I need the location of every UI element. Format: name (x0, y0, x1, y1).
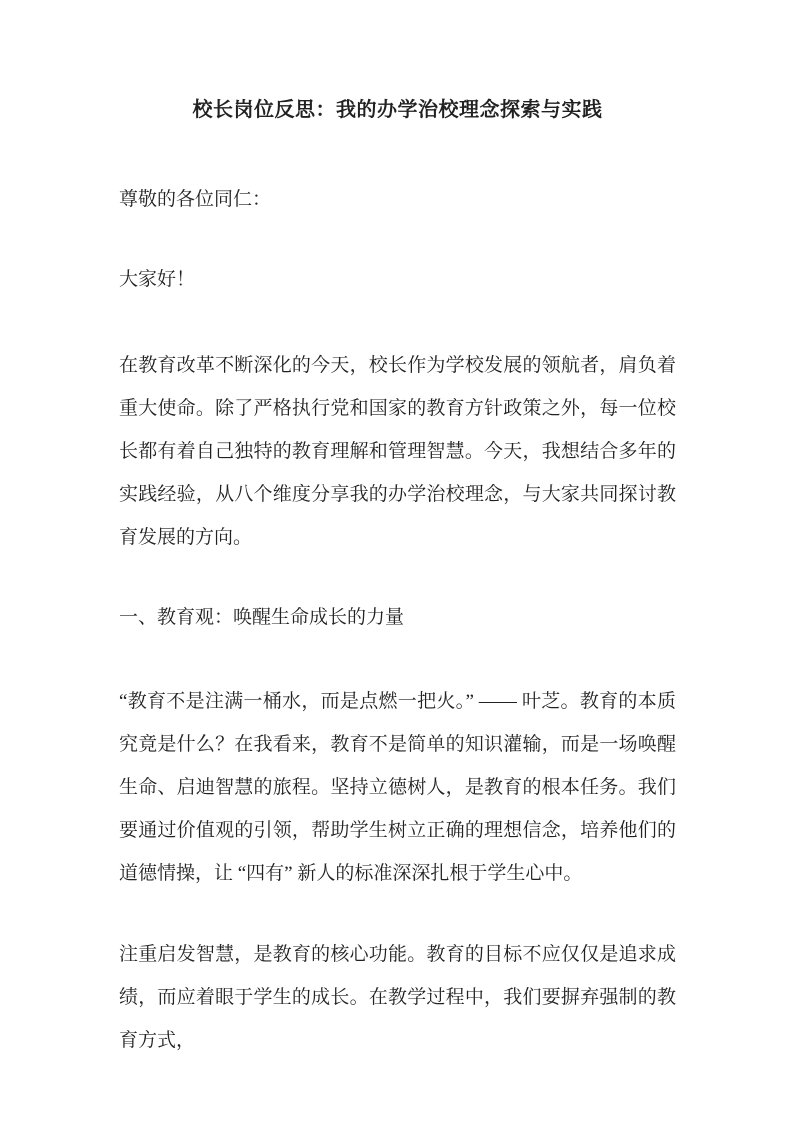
section1-paragraph-essence: “教育不是注满一桶水，而是点燃一把火。” —— 叶芝。教育的本质究竟是什么？在我看来，教育不是简单的知识灌输，而是一场唤醒生命、启迪智慧的旅程。坚持立德树人，是教育的根本任务。我们要通过价值观的引领，帮助学生树立正确的理想信念，培养他们的道德情操，让 “四有” 新人的标准深深扎根于学生心中。 (119, 691, 676, 884)
salutation-line: 尊敬的各位同仁： (119, 189, 272, 210)
section-heading-education-view: 一、教育观：唤醒生命成长的力量 (119, 607, 405, 628)
section1-paragraph-wisdom: 注重启发智慧，是教育的核心功能。教育的目标不应仅仅是追求成绩，而应着眼于学生的成长。在教学过程中，我们要摒弃强制的教育方式， (119, 944, 676, 1051)
document-title: 校长岗位反思：我的办学治校理念探索与实践 (192, 99, 603, 121)
greeting-line: 大家好！ (119, 269, 196, 290)
intro-paragraph: 在教育改革不断深化的今天，校长作为学校发展的领航者，肩负着重大使命。除了严格执行党和国家的教育方针政策之外，每一位校长都有着自己独特的教育理解和管理智慧。今天，我想结合多年的实践经验，从八个维度分享我的办学治校理念，与大家共同探讨教育发展的方向。 (119, 355, 676, 548)
